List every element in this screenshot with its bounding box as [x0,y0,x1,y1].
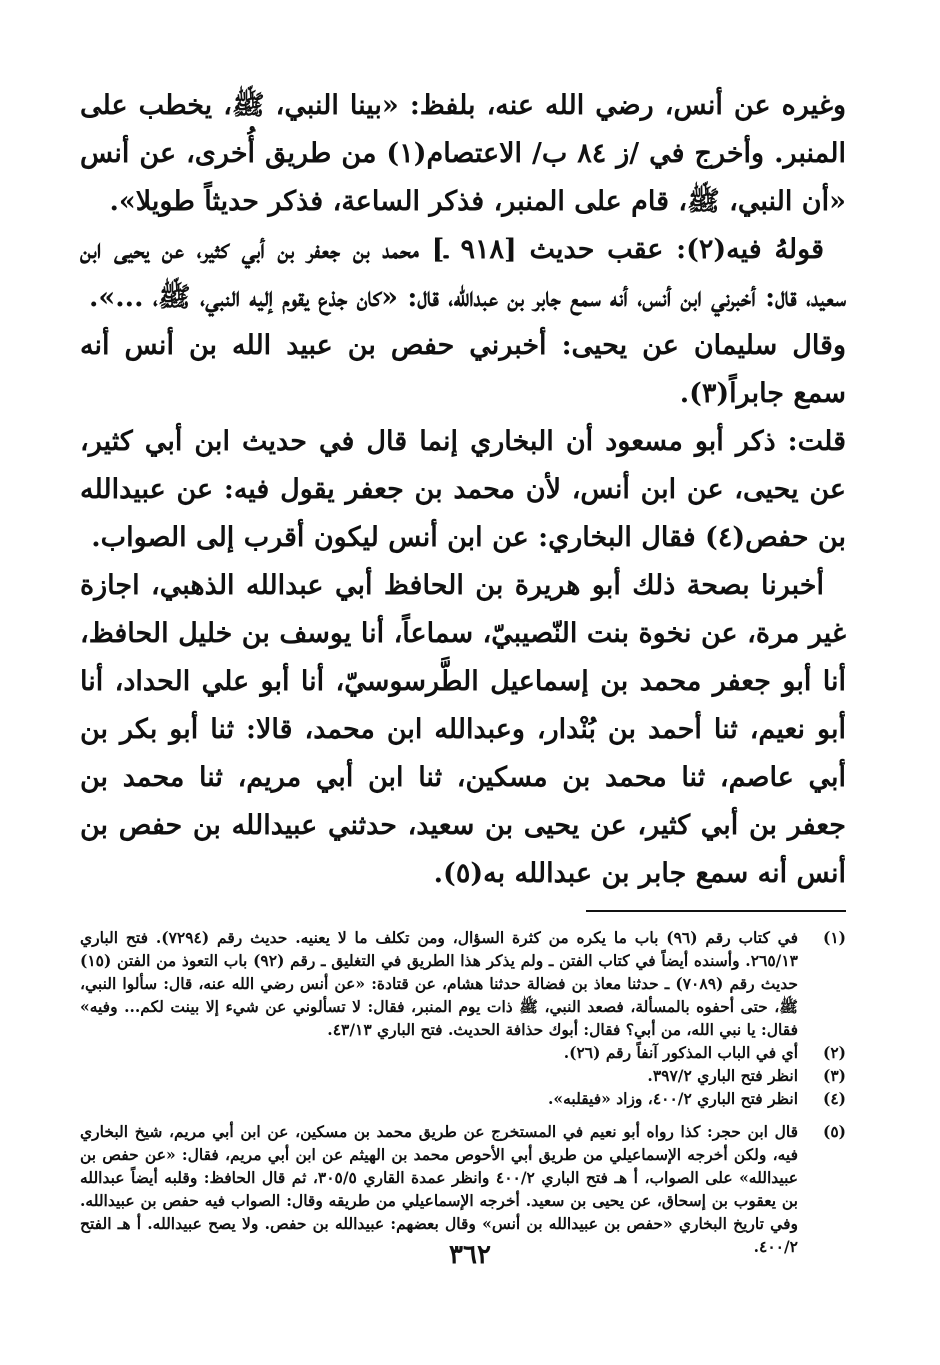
paragraph-1: وغيره عن أنس، رضي الله عنه، بلفظ: «بينا النبي، ﷺ، يخطب على المنبر. وأخرج في /ز ٨٤ ب/ الاعتصام(١) من طريق أُخرى، عن أنس «أن النبي، ﷺ، قام على المنبر، فذكر الساعة، فذكر حديثاً طويلا». [80,90,847,217]
paragraph-3: وقال سليمان عن يحيى: أخبرني حفص بن عبيد الله بن أنس أنه سمع جابراً(٣). [80,330,846,409]
footnote-text: قال ابن حجر: كذا رواه أبو نعيم في المستخرج عن طريق محمد بن مسكين، عن ابن أبي مريم، شيخ البخاري فيه، ولكن أخرجه الإسماعيلي من طريق أبي الأحوص محمد بن الهيثم عن ابن أبي مريم، فقال: «عن حفص بن عبيدالله» على الصواب، أ هـ فتح الباري ٤٠٠/٢ وانظر عمدة القاري ٣٠٥/٥، ثم قال الحافظ: وقلبه أيضاً عبدالله بن يعقوب بن إسحاق، عن يحيى بن سعيد. أخرجه الإسماعيلي من طريقه وقال: الصواب فيه حفص بن عبيدالله. وفي تاريخ البخاري «حفص بن عبيدالله بن أنس» وقال بعضهم: عبيدالله بن حفص. ولا يصح عبيدالله. أ هـ الفتح ٤٠٠/٢. [80,1122,798,1256]
footnote-separator [586,910,846,912]
footnote-number: (٤) [822,1089,846,1108]
paragraph-4: قلت: ذكر أبو مسعود أن البخاري إنما قال في حديث ابن أبي كثير، عن يحيى، عن ابن أنس، لأن محمد بن جعفر يقول فيه: عن عبيدالله بن حفص(٤) فقال البخاري: عن ابن أنس ليكون أقرب إلى الصواب. [80,426,846,553]
footnote-gap [80,1110,846,1120]
page-content [80,82,846,1258]
footnote-text: في كتاب رقم (٩٦) باب ما يكره من كثرة السؤال، ومن تكلف ما لا يعنيه. حديث رقم (٧٢٩٤). فتح الباري ٢٦٥/١٣. وأسنده أيضاً في كتاب الفتن ـ ولم يذكر هذا الطريق في التغليق ـ رقم (٩٢) باب التعوذ من الفتن (١٥) حديث رقم (٧٠٨٩) ـ حدثنا معاذ بن فضالة حدثنا هشام، عن قتادة: «عن أنس رضي الله عنه، قال: سألوا النبي، ﷺ، حتى أحفوه بالمسألة، فصعد النبي، ﷺ ذات يوم المنبر، فقال: لا تسألوني عن شيء إلا بينت لكم... وفيه» فقال: يا نبي الله، من أبي؟ فقال: أبوك حذافة الحديث. فتح الباري ٤٣/١٣. [80,928,798,1039]
footnote-4 [80,1087,846,1110]
footnote-text: انظر فتح الباري ٤٠٠/٢، وزاد «فيقلبه». [548,1089,798,1108]
footnote-text: أي في الباب المذكور آنفاً رقم (٢٦). [563,1043,798,1062]
footnote-number: (٣) [822,1066,846,1085]
footnote-text: انظر فتح الباري ٣٩٧/٢. [647,1066,798,1085]
paragraph-2: قولهُ فيه(٢): عقب حديث [٩١٨ ـ] محمد بن جعفر بن أبي كثير، عن يحيى ابن سعيد، قال: أخبرني ابن أنس، أنه سمع جابر بن عبدالله، قال: «كان جذع يقوم إليه النبي، ﷺ، ...». [80,234,846,313]
paragraph-5: أخبرنا بصحة ذلك أبو هريرة بن الحافظ أبي عبدالله الذهبي، اجازة غير مرة، عن نخوة بنت النّصيبيّ، سماعاً، أنا يوسف بن خليل الحافظ، أنا أبو جعفر محمد بن إسماعيل الطَّرسوسيّ، أنا أبو علي الحداد، أنا أبو نعيم، ثنا أحمد بن بُنْدار، وعبدالله ابن محمد، قالا: ثنا أبو بكر بن أبي عاصم، ثنا محمد بن مسكين، ثنا ابن أبي مريم، ثنا محمد بن جعفر بن أبي كثير، عن يحيى بن سعيد، حدثني عبيدالله بن حفص بن أنس أنه سمع جابر بن عبدالله به(٥). [80,570,846,889]
footnotes [80,926,846,1258]
footnote-5 [80,1120,846,1258]
footnote-2 [80,1041,846,1064]
footnote-number: (٢) [822,1043,846,1062]
main-text [80,82,846,898]
footnote-1 [80,926,846,1041]
footnote-3 [80,1064,846,1087]
footnote-number: (١) [822,928,846,947]
page-number: ٣٦٢ [449,1240,491,1270]
footnote-number: (٥) [822,1122,846,1141]
